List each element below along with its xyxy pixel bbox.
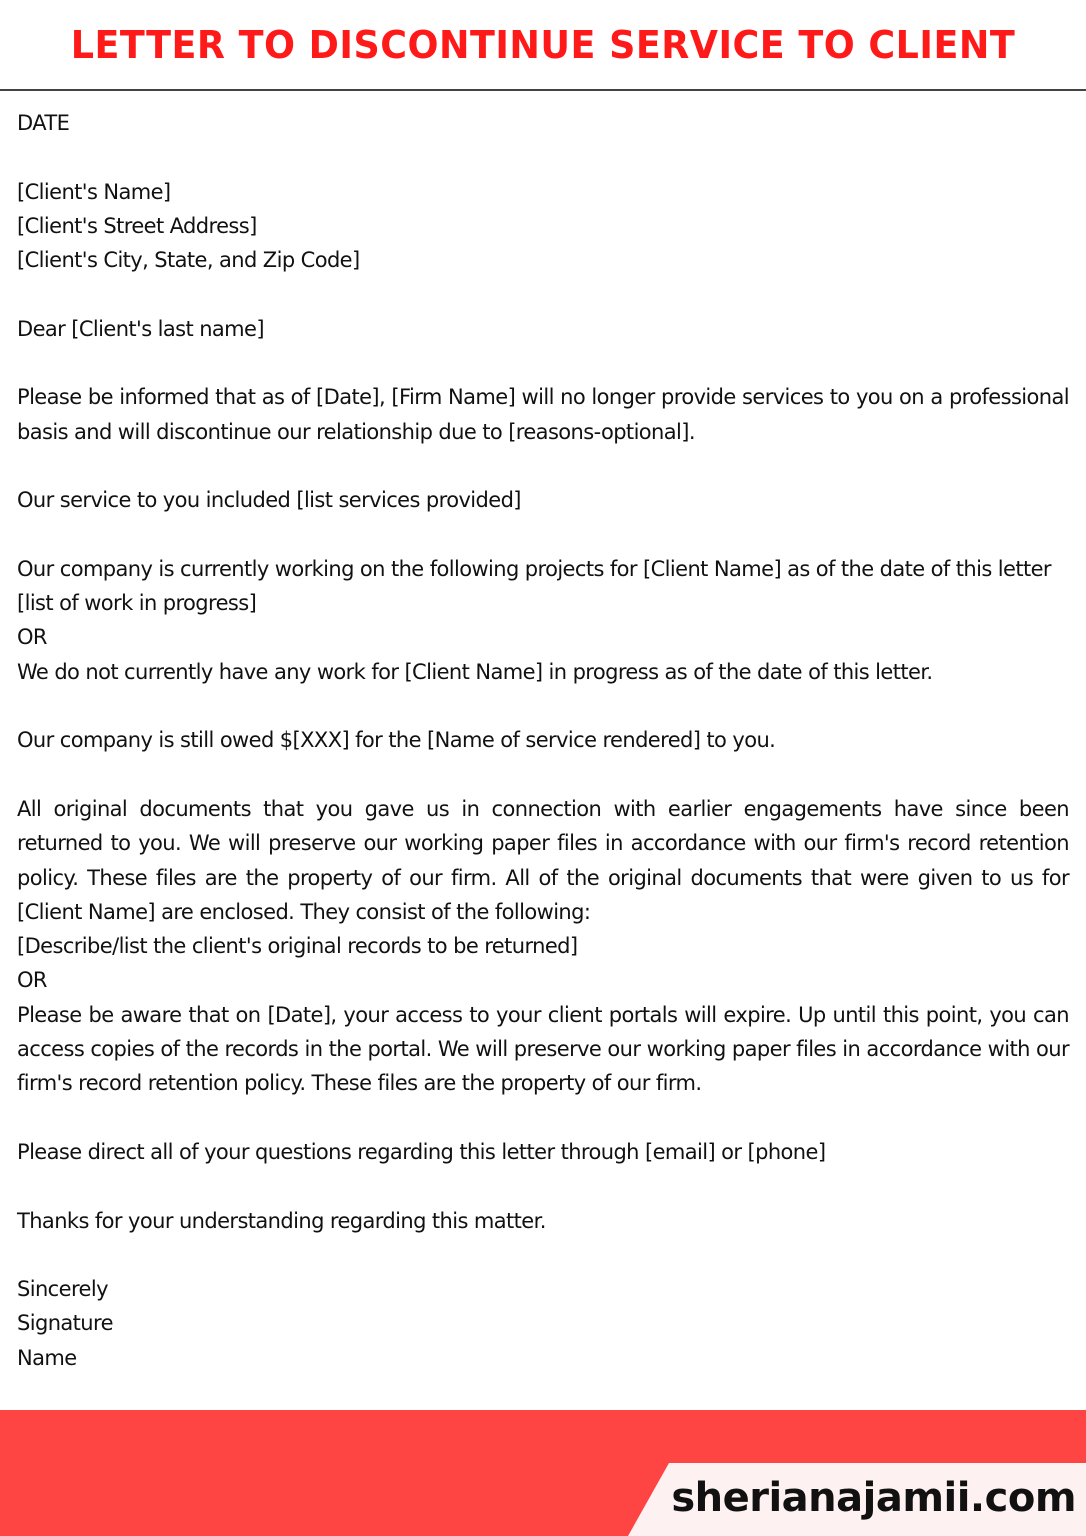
client-city: [Client's City, State, and Zip Code] — [17, 248, 360, 273]
or-separator: OR — [17, 625, 47, 650]
page-title: LETTER TO DISCONTINUE SERVICE TO CLIENT — [70, 23, 1016, 67]
spacer — [17, 1169, 1069, 1203]
header-divider — [0, 89, 1086, 91]
salutation: Dear [Client's last name] — [17, 316, 264, 341]
letter-date: DATE — [17, 111, 70, 135]
records-list: [Describe/list the client's original records to be returned] — [17, 934, 578, 959]
no-work-statement: We do not currently have any work for [Client Name] in progress as of the date of this letter. — [17, 659, 933, 684]
spacer — [17, 346, 1069, 380]
paragraph-amount-owed: Our company is still owed $[XXX] for the [Name of service rendered] to you. — [17, 728, 776, 753]
letter-body — [17, 106, 1069, 1375]
spacer — [17, 758, 1069, 792]
spacer — [17, 449, 1069, 483]
spacer — [17, 689, 1069, 723]
spacer — [17, 277, 1069, 311]
paragraph-notice: Please be informed that as of [Date], [Firm Name] will no longer provide services to you on a professional basis and will discontinue our relationship due to [reasons-optional]. — [17, 385, 1069, 444]
spacer — [17, 1238, 1069, 1272]
signature: Signature — [17, 1311, 113, 1336]
work-in-progress-list: [list of work in progress] — [17, 591, 257, 616]
paragraph-contact: Please direct all of your questions regarding this letter through [email] or [phone] — [17, 1139, 826, 1164]
spacer — [17, 518, 1069, 552]
spacer — [17, 1101, 1069, 1135]
paragraph-portal-access: Please be aware that on [Date], your access to your client portals will expire. Up until this point, you can access copies of the records in the portal. We will preserve our working paper files in accordance with our firm's record retention policy. These files are the property of our firm. — [17, 1002, 1069, 1096]
spacer — [17, 140, 1069, 174]
closing: Sincerely — [17, 1277, 108, 1302]
paragraph-documents: All original documents that you gave us in connection with earlier engagements have since been returned to you. We will preserve our working paper files in accordance with our firm's record retention policy. These files are the property of our firm. All of the original documents that were given to us for [Client Name] are enclosed. They consist of the following: — [17, 796, 1069, 924]
paragraph-projects: Our company is currently working on the following projects for [Client Name] as of the date of this letter — [17, 556, 1051, 581]
paragraph-services: Our service to you included [list services provided] — [17, 488, 521, 513]
sender-name: Name — [17, 1345, 77, 1370]
client-name: [Client's Name] — [17, 179, 171, 204]
paragraph-thanks: Thanks for your understanding regarding this matter. — [17, 1208, 546, 1233]
website-link[interactable]: sherianajamii.com — [671, 1475, 1076, 1521]
or-separator: OR — [17, 968, 47, 993]
client-street: [Client's Street Address] — [17, 213, 257, 238]
